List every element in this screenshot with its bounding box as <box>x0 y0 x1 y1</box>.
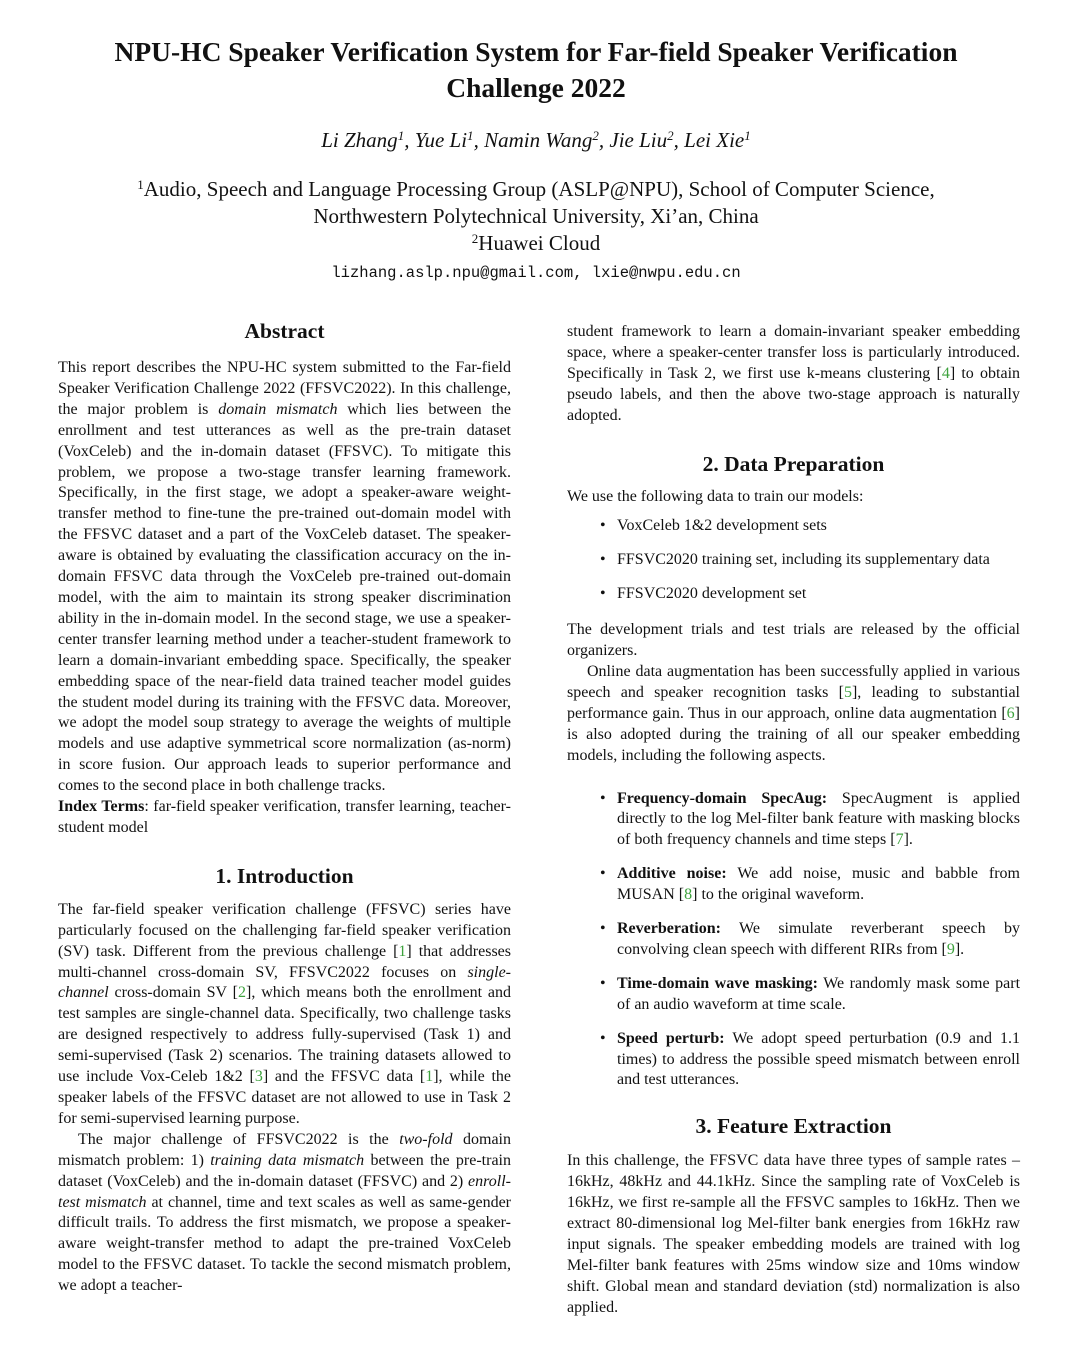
text-run: ] to obtain pseudo labels, and then the above two-stage approach is naturally adopted. <box>567 364 1021 424</box>
author-name: Namin Wang <box>484 128 593 152</box>
text-run: cross-domain SV [ <box>108 984 238 1002</box>
author-affil-mark: 1 <box>397 127 405 143</box>
emphasis: enroll-test mismatch <box>58 1172 511 1211</box>
list-item: • FFSVC2020 development set <box>600 585 807 603</box>
emphasis: single-channel <box>58 963 511 1002</box>
feature-extraction-heading: 3. Feature Extraction <box>695 1114 892 1139</box>
data-preparation-heading: 2. Data Preparation <box>702 451 885 476</box>
citation-link[interactable]: 4 <box>941 364 950 382</box>
emphasis: training data mismatch <box>210 1151 365 1169</box>
index-terms-text: : far-field speaker verification, transfer learning, teacher-student model <box>58 798 511 836</box>
text-run: ] and the FFSVC data [ <box>262 1068 426 1086</box>
list-item: • Speed perturb: We adopt speed perturbation (0.9 and 1.1 times) to address the possible speed mismatch between enroll and test utterances. <box>600 1029 1021 1089</box>
left-column <box>58 316 511 1297</box>
list-item: • Reverberation: We simulate reverberant speech by convolving clean speech with different RIRs from [9]. <box>600 920 1020 958</box>
author-name: Li Zhang <box>321 128 398 152</box>
author-name: Yue Li <box>414 128 468 152</box>
text-run: at channel, time and text scales as well as same-gender difficult trails. To address the first mismatch, we propose a speaker-aware weight-transfer method to adapt the pre-trained VoxCeleb model to the FFSVC dataset. To tackle the second mismatch problem, we adopt a teacher- <box>58 1193 511 1295</box>
citation-link[interactable]: 2 <box>238 984 246 1002</box>
author-list: Li Zhang$^1$, Yue Li$^1$, Namin Wang$^2$, Jie Liu$^2$, Lei Xie$^1$ <box>321 127 751 152</box>
right-column <box>567 322 1020 1319</box>
list-item-text: We add noise, music and babble from MUSAN [ <box>617 865 1020 904</box>
feature-paragraph-1: In this challenge, the FFSVC data have three types of sample rates – 16kHz, 48kHz and 44.1kHz. Since the sampling rate of VoxCeleb is 16kHz, we first re-sample all the FFSVC samples to 16kHz. Then we extract 80-dimensional log Mel-filter bank energies from 16kHz raw input signals. The speaker embedding models are trained with log Mel-filter bank features with 25ms window size and 10ms window shift. Global mean and standard deviation (std) normalization is also applied. <box>567 1152 1020 1316</box>
list-item: • Frequency-domain SpecAug: SpecAugment is applied directly to the log Mel-filter bank feature with masking blocks of both frequency channels and time steps [7]. <box>600 789 1020 849</box>
list-item: • VoxCeleb 1&2 development sets <box>600 517 827 535</box>
abstract-emphasis: domain mismatch <box>218 400 338 418</box>
abstract-text-part: This report describes the NPU-HC system submitted to the Far-field Speaker Verification Challenge 2022 (FFSVC2022). In this challenge, the major problem is <box>58 359 511 418</box>
text-run: The far-field speaker verification challenge (FFSVC) series have particularly focused on the challenging far-field speaker verification (SV) task. Different from the previous challenge [ <box>58 900 511 960</box>
list-item-text: ]. <box>954 940 965 958</box>
list-item-text: We adopt speed perturbation (0.9 and 1.1 times) to address the possible speed mismatch between enroll and test utterances. <box>617 1029 1021 1089</box>
intro-paragraph-1 <box>58 900 511 1130</box>
citation-link[interactable]: 5 <box>843 683 852 701</box>
paper-title <box>60 34 1012 106</box>
augmentation-list <box>567 789 1020 1092</box>
list-item: • Time-domain wave masking: We randomly mask some part of an audio waveform at time scale. <box>600 974 1021 1013</box>
author-affil-mark: 1 <box>744 127 751 143</box>
intro-paragraph-2 <box>58 1130 511 1297</box>
data-prep-intro: We use the following data to train our models: <box>567 487 864 505</box>
author-name: Jie Liu <box>609 128 668 152</box>
affiliation-1-line-2: Northwestern Polytechnical University, Xi’an, China <box>313 204 759 228</box>
data-prep-paragraph-2 <box>567 662 1020 767</box>
citation-link[interactable]: 6 <box>1006 704 1015 722</box>
list-item-label: Time-domain wave masking: <box>617 974 818 992</box>
list-item: • Additive noise: We add noise, music and babble from MUSAN [8] to the original waveform. <box>600 865 1020 904</box>
abstract-heading: Abstract <box>244 319 325 343</box>
citation-link[interactable]: 8 <box>684 886 693 904</box>
intro-continued <box>567 322 1020 427</box>
affiliation-1 <box>60 176 1012 202</box>
title-line-2: Challenge 2022 <box>446 72 626 103</box>
index-terms-label: Index Terms <box>58 798 145 816</box>
author-affil-mark: 2 <box>667 127 674 143</box>
text-run: Online data augmentation has been successfully applied in various speech and speaker recognition tasks [ <box>567 662 1020 701</box>
list-item-label: Reverberation: <box>617 920 721 938</box>
citation-link[interactable]: 1 <box>398 942 407 960</box>
contact-email: lizhang.aslp.npu@gmail.com, lxie@nwpu.edu.cn <box>331 264 741 282</box>
list-item-label: Additive noise: <box>617 865 727 883</box>
list-item-label: Frequency-domain SpecAug: <box>617 789 828 807</box>
text-run: ], while the speaker labels of the FFSVC dataset are not allowed to use in Task 2 for semi-supervised learning purpose. <box>58 1068 512 1127</box>
introduction-heading: 1. Introduction <box>215 863 354 888</box>
affiliation-mark: 1 <box>137 176 144 192</box>
citation-link[interactable]: 7 <box>895 831 904 849</box>
abstract-text <box>58 358 511 797</box>
citation-link[interactable]: 9 <box>946 940 955 958</box>
affiliation-1-line-1: Audio, Speech and Language Processing Group (ASLP@NPU), School of Computer Science, <box>143 177 935 201</box>
abstract-text-part: which lies between the enrollment and test utterances as well as the pre-train dataset (VoxCeleb) and the in-domain dataset (FFSVC). To mitigate this problem, we propose a two-stage transfer learning framework. Specifically, in the first stage, we adopt a speaker-aware weight-transfer method to fine-tune the pre-trained out-domain model with the FFSVC dataset and a part of the VoxCeleb dataset. The speaker-aware is obtained by evaluating the classification accuracy on the in-domain FFSVC data through the VoxCeleb pre-trained out-domain model, with the aim to maintain its strong speaker discrimination ability in the in-domain model. In the second stage, we use a speaker-center transfer learning method under a teacher-student framework to learn a domain-invariant embedding space. Specifically, the speaker embedding space of the near-field data trained teacher model guides the student model during its training with the FFSVC data. Moreover, we adopt the model soup strategy to average the weights of multiple models and use adaptive symmetrical score normalization (as-norm) in score fusion. Our approach leads to superior performance and comes to the second place in both challenge tracks. <box>58 400 512 795</box>
text-run: between the pre-train dataset (VoxCeleb) and the in-domain dataset (FFSVC) and 2) <box>58 1151 511 1190</box>
text-run: ], which means both the enrollment and test samples are single-channel data. Specifically, two challenge tasks are designed respectively to address fully-supervised (Task 1) and semi-supervised (Task 2) scenarios. The training datasets allowed to use include Vox-Celeb 1&2 [ <box>58 984 511 1086</box>
list-item-text: ] to the original waveform. <box>692 886 865 904</box>
text-run: ], leading to substantial performance gain. Thus in our approach, online data augmentation [ <box>567 683 1020 722</box>
affiliation-2 <box>60 230 1012 256</box>
dataset-list <box>567 516 1020 605</box>
text-run: student framework to learn a domain-invariant speaker embedding space, where a speaker-center transfer loss is particularly introduced. Specifically in Task 2, we first use k-means clustering [ <box>567 323 1020 382</box>
list-item-label: Speed perturb: <box>617 1029 725 1047</box>
citation-link[interactable]: 3 <box>254 1068 263 1086</box>
list-item-text: VoxCeleb 1&2 development sets <box>617 517 827 535</box>
list-item-text: FFSVC2020 development set <box>617 585 807 603</box>
list-item-text: ]. <box>903 831 913 849</box>
text-run: ] is also adopted during the training of all our speaker embedding models, including the following aspects. <box>567 704 1020 764</box>
text-run: domain mismatch problem: 1) <box>58 1130 511 1169</box>
author-affil-mark: 2 <box>592 127 599 143</box>
emphasis: two-fold <box>399 1130 453 1148</box>
affiliation-mark: 2 <box>471 230 479 246</box>
data-prep-paragraph-1: The development trials and test trials are released by the official organizers. <box>567 621 1020 660</box>
affiliation-2-name: Huawei Cloud <box>478 231 601 255</box>
list-item: • FFSVC2020 training set, including its supplementary data <box>600 551 990 569</box>
author-affil-mark: 1 <box>467 127 474 143</box>
author-name: Lei Xie <box>684 128 745 152</box>
text-run: ] that addresses multi-channel cross-domain SV, FFSVC2022 focuses on <box>58 942 511 981</box>
list-item-text: FFSVC2020 training set, including its supplementary data <box>617 551 990 569</box>
citation-link[interactable]: 1 <box>425 1068 434 1086</box>
title-line-1: NPU-HC Speaker Verification System for Far-field Speaker Verification <box>114 36 958 67</box>
list-item-text: SpecAugment is applied directly to the log Mel-filter bank feature with masking blocks of both frequency channels and time steps [ <box>617 789 1020 849</box>
index-terms <box>58 797 511 839</box>
list-item-text: We randomly mask some part of an audio waveform at time scale. <box>617 974 1021 1013</box>
list-item-text: We simulate reverberant speech by convolving clean speech with different RIRs from [ <box>617 920 1020 958</box>
text-run: The major challenge of FFSVC2022 is the <box>78 1130 400 1148</box>
